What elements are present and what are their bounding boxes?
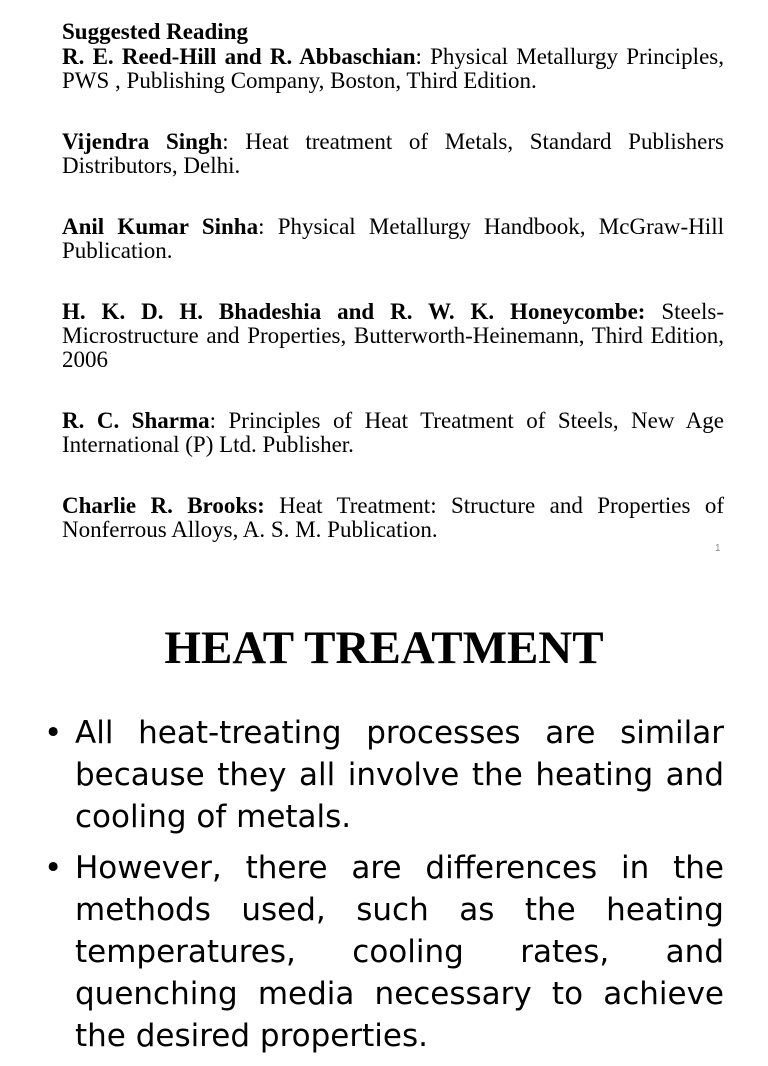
reference-details: : Physical Metallurgy Handbook, McGraw-Hill Publication.	[62, 214, 724, 263]
reference-details: : Heat treatment of Metals, Standard Publishers Distributors, Delhi.	[62, 129, 724, 178]
suggested-reading-heading: Suggested Reading	[62, 19, 248, 44]
bullet-item	[44, 847, 724, 1057]
bullet-text: However, there are differences in the methods used, such as the heating temperatures, cooling rates, and quenching media necessary to achieve the desired properties.	[75, 850, 724, 1054]
reference-item	[62, 494, 724, 542]
reference-item	[62, 130, 724, 178]
bullet-dot-icon: •	[44, 715, 63, 751]
reference-details: Heat Treatment: Structure and Properties of Nonferrous Alloys, A. S. M. Publication.	[62, 493, 724, 542]
reference-authors: Vijendra Singh	[62, 129, 223, 154]
reference-separator: :	[415, 44, 422, 69]
reference-details: Physical Metallurgy Principles, PWS , Publishing Company, Boston, Third Edition.	[62, 44, 724, 93]
slide-number: 1	[715, 543, 721, 554]
reference-item	[62, 300, 724, 372]
reference-item	[62, 45, 724, 93]
reference-authors: R. E. Reed-Hill and R. Abbaschian	[62, 44, 416, 69]
reference-authors: Charlie R. Brooks:	[62, 493, 265, 518]
bullet-text: All heat-treating processes are similar because they all involve the heating and cooling of metals.	[75, 715, 724, 835]
reference-authors: Anil Kumar Sinha	[62, 214, 259, 239]
reference-authors: H. K. D. H. Bhadeshia and R. W. K. Honeycombe:	[62, 299, 646, 324]
reference-item	[62, 215, 724, 263]
reference-item	[62, 409, 724, 457]
heat-treatment-bullets	[44, 712, 724, 1066]
suggested-reading-slide	[62, 20, 724, 542]
bullet-dot-icon: •	[44, 850, 63, 886]
reference-details: Steels-Microstructure and Properties, Butterworth-Heinemann, Third Edition, 2006	[62, 299, 724, 372]
reference-details: : Principles of Heat Treatment of Steels, New Age International (P) Ltd. Publisher.	[62, 408, 724, 457]
bullet-item	[44, 712, 724, 838]
reference-authors: R. C. Sharma	[62, 408, 210, 433]
heat-treatment-title: HEAT TREATMENT	[164, 622, 604, 674]
